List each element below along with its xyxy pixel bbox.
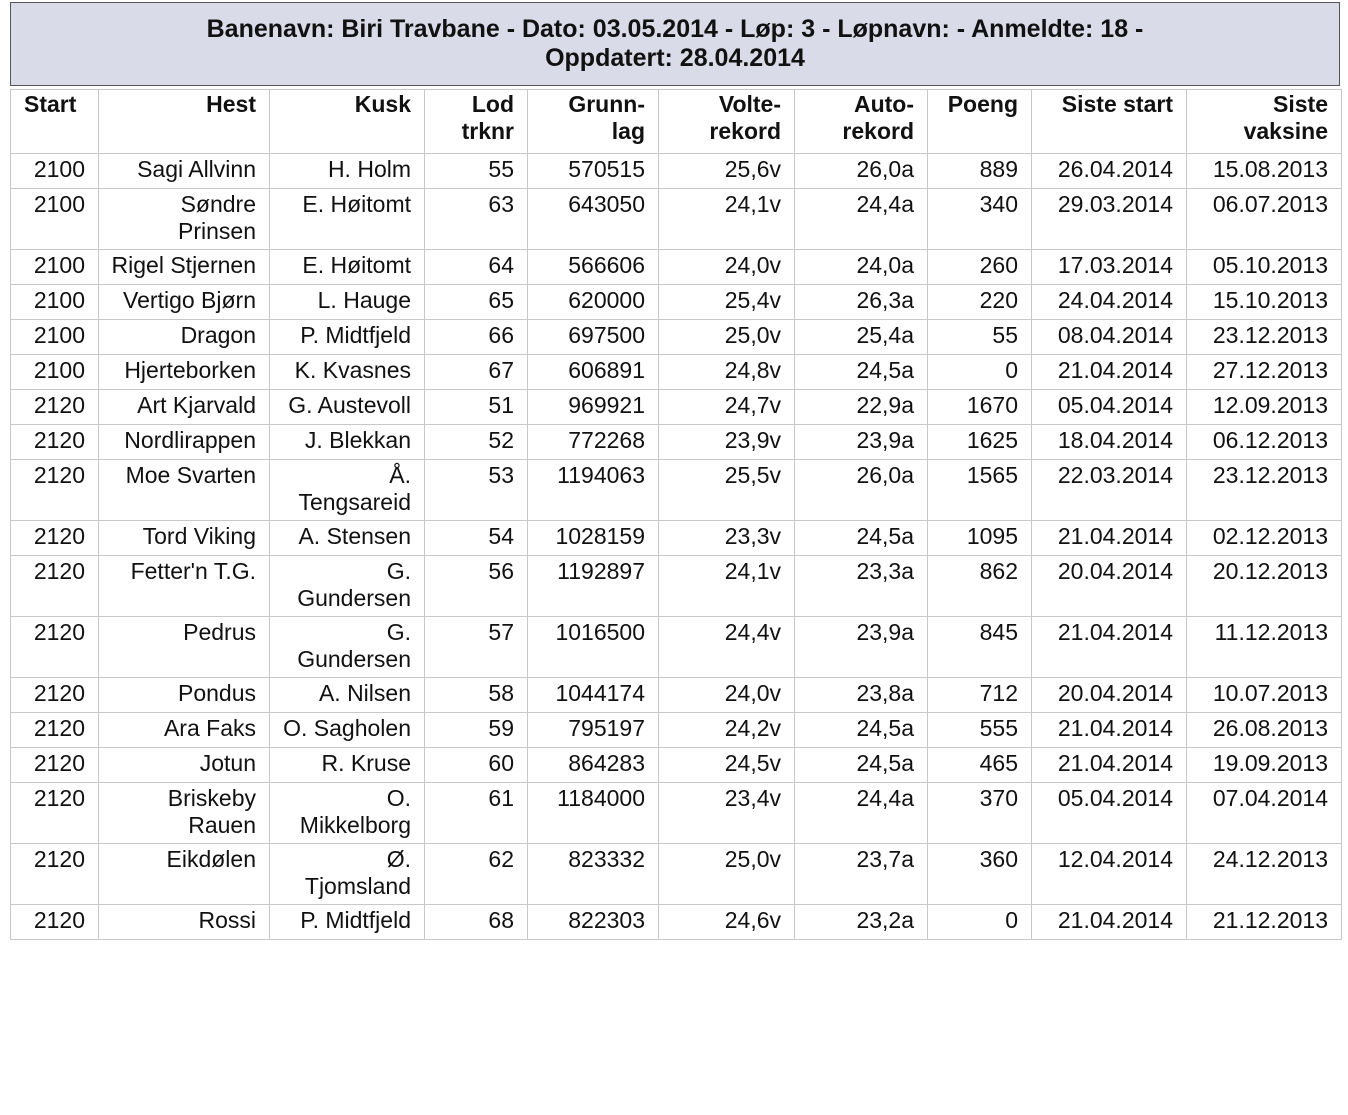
cell-poeng: 889 [928,154,1032,189]
cell-kusk: K. Kvasnes [270,355,425,390]
cell-poeng: 340 [928,189,1032,250]
column-header-poeng [928,90,1032,154]
cell-grunnlag: 643050 [528,189,659,250]
cell-hest: Sagi Allvinn [99,154,270,189]
cell-siste-vaksine: 15.08.2013 [1187,154,1342,189]
cell-poeng: 370 [928,783,1032,844]
cell-lod-trknr: 67 [425,355,528,390]
cell-grunnlag: 1016500 [528,617,659,678]
column-header-text: trknr [461,118,514,144]
cell-grunnlag: 795197 [528,713,659,748]
cell-poeng: 465 [928,748,1032,783]
table-row [11,250,1342,285]
column-header-kusk [270,90,425,154]
column-header-siste-vaksine [1187,90,1342,154]
column-header-hest [99,90,270,154]
column-header-grunnlag [528,90,659,154]
cell-siste-vaksine: 11.12.2013 [1187,617,1342,678]
cell-start: 2100 [11,154,99,189]
cell-grunnlag: 1028159 [528,521,659,556]
table-row [11,285,1342,320]
cell-grunnlag: 969921 [528,390,659,425]
cell-lod-trknr: 62 [425,844,528,905]
cell-start: 2100 [11,189,99,250]
column-header-text: Hest [206,91,256,117]
cell-hest: Ara Faks [99,713,270,748]
cell-siste-vaksine: 19.09.2013 [1187,748,1342,783]
column-header-text: Siste start [1061,91,1173,117]
cell-siste-start: 08.04.2014 [1032,320,1187,355]
cell-kusk: H. Holm [270,154,425,189]
cell-hest: Søndre Prinsen [99,189,270,250]
cell-poeng: 1670 [928,390,1032,425]
cell-volterekord: 23,3v [659,521,795,556]
cell-autorekord: 24,0a [795,250,928,285]
cell-lod-trknr: 52 [425,425,528,460]
table-row [11,425,1342,460]
cell-hest: Rigel Stjernen [99,250,270,285]
cell-start: 2120 [11,556,99,617]
cell-siste-start: 21.04.2014 [1032,521,1187,556]
cell-start: 2120 [11,905,99,940]
cell-siste-start: 29.03.2014 [1032,189,1187,250]
cell-grunnlag: 1044174 [528,678,659,713]
cell-volterekord: 23,4v [659,783,795,844]
cell-grunnlag: 620000 [528,285,659,320]
cell-hest: Hjerteborken [99,355,270,390]
cell-hest: Fetter'n T.G. [99,556,270,617]
cell-kusk: O. Mikkelborg [270,783,425,844]
cell-kusk: G. Austevoll [270,390,425,425]
cell-start: 2100 [11,250,99,285]
cell-start: 2120 [11,521,99,556]
cell-grunnlag: 697500 [528,320,659,355]
table-row [11,844,1342,905]
cell-siste-start: 12.04.2014 [1032,844,1187,905]
cell-autorekord: 24,4a [795,783,928,844]
cell-grunnlag: 772268 [528,425,659,460]
cell-volterekord: 25,6v [659,154,795,189]
cell-hest: Dragon [99,320,270,355]
cell-volterekord: 25,0v [659,320,795,355]
cell-volterekord: 24,6v [659,905,795,940]
cell-siste-vaksine: 05.10.2013 [1187,250,1342,285]
cell-kusk: L. Hauge [270,285,425,320]
cell-poeng: 360 [928,844,1032,905]
column-header-text: Start [24,91,77,117]
cell-poeng: 1095 [928,521,1032,556]
cell-volterekord: 24,4v [659,617,795,678]
column-header-text: Auto- [853,91,914,117]
cell-volterekord: 24,5v [659,748,795,783]
cell-kusk: E. Høitomt [270,250,425,285]
table-row [11,189,1342,250]
cell-siste-start: 05.04.2014 [1032,390,1187,425]
cell-start: 2100 [11,285,99,320]
cell-hest: Pondus [99,678,270,713]
column-header-text: Lod [471,91,514,117]
cell-kusk: E. Høitomt [270,189,425,250]
cell-poeng: 845 [928,617,1032,678]
cell-grunnlag: 1194063 [528,460,659,521]
cell-volterekord: 25,5v [659,460,795,521]
cell-kusk: A. Stensen [270,521,425,556]
cell-autorekord: 26,0a [795,460,928,521]
race-header-line2: Oppdatert: 28.04.2014 [545,44,805,72]
cell-lod-trknr: 60 [425,748,528,783]
cell-start: 2120 [11,460,99,521]
cell-start: 2120 [11,713,99,748]
cell-siste-start: 21.04.2014 [1032,355,1187,390]
cell-kusk: G. Gundersen [270,556,425,617]
cell-lod-trknr: 59 [425,713,528,748]
cell-poeng: 220 [928,285,1032,320]
cell-siste-start: 21.04.2014 [1032,905,1187,940]
cell-volterekord: 24,8v [659,355,795,390]
cell-siste-vaksine: 21.12.2013 [1187,905,1342,940]
cell-siste-vaksine: 15.10.2013 [1187,285,1342,320]
cell-autorekord: 24,5a [795,748,928,783]
table-row [11,154,1342,189]
column-header-text: vaksine [1243,118,1328,144]
cell-lod-trknr: 68 [425,905,528,940]
cell-kusk: G. Gundersen [270,617,425,678]
cell-lod-trknr: 61 [425,783,528,844]
cell-volterekord: 23,9v [659,425,795,460]
cell-autorekord: 24,5a [795,713,928,748]
cell-grunnlag: 1184000 [528,783,659,844]
table-row [11,390,1342,425]
cell-lod-trknr: 63 [425,189,528,250]
cell-siste-start: 17.03.2014 [1032,250,1187,285]
cell-siste-vaksine: 27.12.2013 [1187,355,1342,390]
cell-grunnlag: 566606 [528,250,659,285]
cell-hest: Pedrus [99,617,270,678]
cell-grunnlag: 864283 [528,748,659,783]
cell-volterekord: 24,7v [659,390,795,425]
cell-grunnlag: 822303 [528,905,659,940]
cell-volterekord: 24,2v [659,713,795,748]
cell-kusk: O. Sagholen [270,713,425,748]
table-row [11,556,1342,617]
cell-autorekord: 23,7a [795,844,928,905]
cell-kusk: R. Kruse [270,748,425,783]
cell-lod-trknr: 54 [425,521,528,556]
cell-siste-vaksine: 02.12.2013 [1187,521,1342,556]
cell-volterekord: 24,0v [659,250,795,285]
cell-lod-trknr: 58 [425,678,528,713]
cell-hest: Eikdølen [99,844,270,905]
cell-start: 2120 [11,748,99,783]
cell-volterekord: 24,1v [659,556,795,617]
column-header-lod-trknr [425,90,528,154]
column-header-autorekord [795,90,928,154]
cell-poeng: 260 [928,250,1032,285]
table-header-row [11,90,1342,154]
cell-lod-trknr: 65 [425,285,528,320]
cell-poeng: 712 [928,678,1032,713]
cell-hest: Moe Svarten [99,460,270,521]
starters-table [10,89,1342,940]
cell-siste-start: 22.03.2014 [1032,460,1187,521]
cell-start: 2120 [11,617,99,678]
cell-volterekord: 25,4v [659,285,795,320]
cell-autorekord: 25,4a [795,320,928,355]
cell-kusk: P. Midtfjeld [270,320,425,355]
cell-start: 2100 [11,355,99,390]
cell-lod-trknr: 66 [425,320,528,355]
cell-kusk: A. Nilsen [270,678,425,713]
cell-start: 2120 [11,678,99,713]
cell-poeng: 55 [928,320,1032,355]
table-row [11,713,1342,748]
cell-hest: Nordlirappen [99,425,270,460]
cell-volterekord: 24,1v [659,189,795,250]
cell-hest: Tord Viking [99,521,270,556]
cell-autorekord: 23,9a [795,617,928,678]
cell-autorekord: 24,5a [795,521,928,556]
cell-poeng: 1565 [928,460,1032,521]
cell-lod-trknr: 57 [425,617,528,678]
cell-autorekord: 23,3a [795,556,928,617]
cell-siste-start: 21.04.2014 [1032,617,1187,678]
cell-poeng: 1625 [928,425,1032,460]
table-row [11,617,1342,678]
cell-lod-trknr: 55 [425,154,528,189]
cell-lod-trknr: 51 [425,390,528,425]
column-header-text: Poeng [947,91,1018,117]
cell-autorekord: 26,0a [795,154,928,189]
column-header-text: rekord [709,118,781,144]
cell-kusk: J. Blekkan [270,425,425,460]
cell-siste-start: 05.04.2014 [1032,783,1187,844]
cell-poeng: 0 [928,355,1032,390]
cell-siste-start: 26.04.2014 [1032,154,1187,189]
cell-volterekord: 25,0v [659,844,795,905]
cell-start: 2120 [11,425,99,460]
cell-kusk: P. Midtfjeld [270,905,425,940]
cell-siste-vaksine: 06.12.2013 [1187,425,1342,460]
cell-grunnlag: 570515 [528,154,659,189]
cell-kusk: Ø. Tjomsland [270,844,425,905]
column-header-volterekord [659,90,795,154]
table-row [11,783,1342,844]
cell-start: 2120 [11,783,99,844]
column-header-text: lag [611,118,645,144]
cell-siste-start: 20.04.2014 [1032,556,1187,617]
cell-siste-vaksine: 23.12.2013 [1187,460,1342,521]
table-row [11,748,1342,783]
column-header-text: Grunn- [568,91,645,117]
column-header-start [11,90,99,154]
cell-start: 2120 [11,844,99,905]
cell-siste-start: 21.04.2014 [1032,713,1187,748]
cell-siste-vaksine: 23.12.2013 [1187,320,1342,355]
cell-siste-start: 24.04.2014 [1032,285,1187,320]
cell-hest: Art Kjarvald [99,390,270,425]
cell-autorekord: 24,4a [795,189,928,250]
cell-autorekord: 24,5a [795,355,928,390]
table-row [11,521,1342,556]
race-header [10,2,1340,86]
cell-hest: Jotun [99,748,270,783]
cell-siste-vaksine: 10.07.2013 [1187,678,1342,713]
cell-autorekord: 23,2a [795,905,928,940]
cell-volterekord: 24,0v [659,678,795,713]
cell-autorekord: 23,9a [795,425,928,460]
column-header-siste-start [1032,90,1187,154]
cell-kusk: Å. Tengsareid [270,460,425,521]
cell-siste-vaksine: 07.04.2014 [1187,783,1342,844]
column-header-text: Volte- [718,91,781,117]
cell-grunnlag: 1192897 [528,556,659,617]
table-row [11,320,1342,355]
cell-lod-trknr: 56 [425,556,528,617]
race-header-line1: Banenavn: Biri Travbane - Dato: 03.05.2014 - Løp: 3 - Løpnavn: - Anmeldte: 18 - [206,15,1144,43]
table-row [11,355,1342,390]
cell-siste-start: 20.04.2014 [1032,678,1187,713]
cell-hest: Briskeby Rauen [99,783,270,844]
cell-siste-vaksine: 24.12.2013 [1187,844,1342,905]
column-header-text: Kusk [354,91,411,117]
cell-autorekord: 23,8a [795,678,928,713]
cell-autorekord: 26,3a [795,285,928,320]
cell-autorekord: 22,9a [795,390,928,425]
column-header-text: Siste [1273,91,1328,117]
table-row [11,460,1342,521]
cell-start: 2100 [11,320,99,355]
cell-hest: Vertigo Bjørn [99,285,270,320]
cell-siste-start: 21.04.2014 [1032,748,1187,783]
cell-lod-trknr: 64 [425,250,528,285]
cell-grunnlag: 606891 [528,355,659,390]
cell-poeng: 0 [928,905,1032,940]
cell-hest: Rossi [99,905,270,940]
table-row [11,678,1342,713]
column-header-text: rekord [842,118,914,144]
cell-siste-vaksine: 20.12.2013 [1187,556,1342,617]
cell-lod-trknr: 53 [425,460,528,521]
cell-siste-start: 18.04.2014 [1032,425,1187,460]
cell-siste-vaksine: 12.09.2013 [1187,390,1342,425]
cell-poeng: 555 [928,713,1032,748]
cell-grunnlag: 823332 [528,844,659,905]
cell-siste-vaksine: 06.07.2013 [1187,189,1342,250]
cell-poeng: 862 [928,556,1032,617]
cell-siste-vaksine: 26.08.2013 [1187,713,1342,748]
table-row [11,905,1342,940]
cell-start: 2120 [11,390,99,425]
